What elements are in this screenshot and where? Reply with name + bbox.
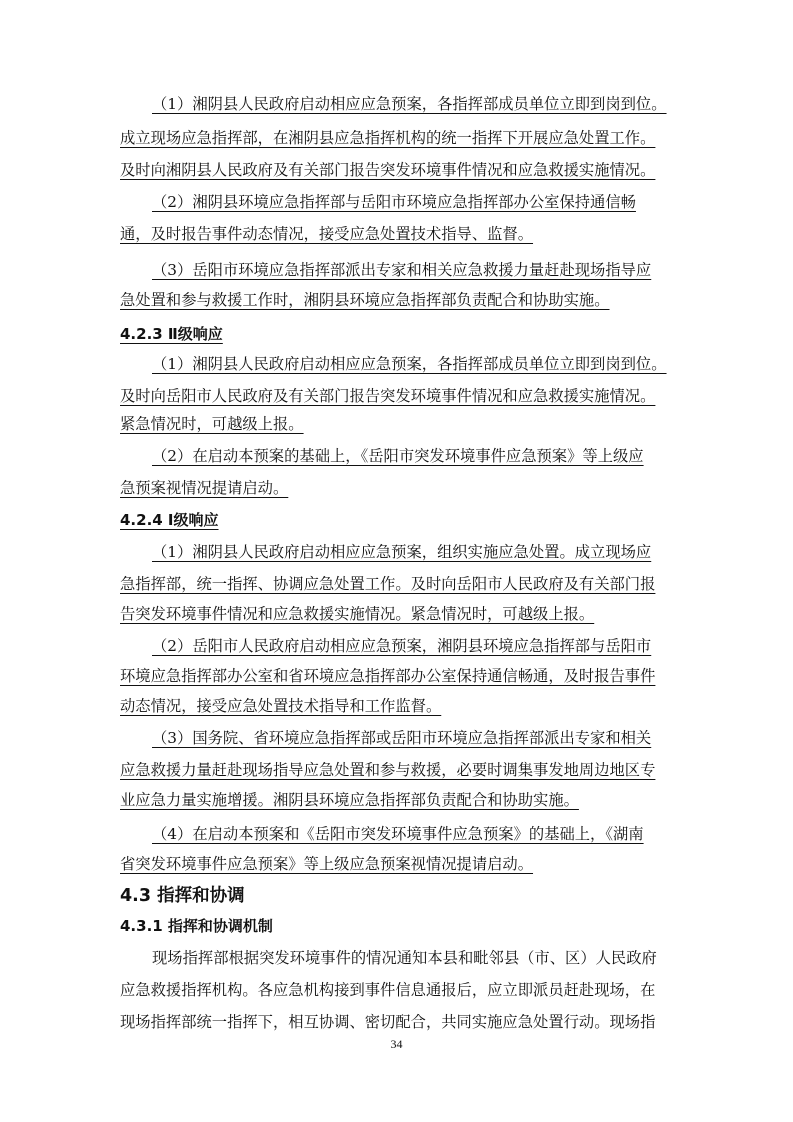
text-span: （1）湘阴县人民政府启动相应应急预案，各指挥部成员单位立即到岗到位。 (152, 355, 667, 373)
text-line (120, 602, 680, 626)
text-line (152, 92, 680, 116)
text-line (152, 822, 680, 846)
text-line (120, 852, 680, 876)
text-span: 应急救援指挥机构。各应急机构接到事件信息通报后，应立即派员赶赴现场，在 (120, 981, 656, 999)
text-line (120, 476, 680, 500)
section-heading (120, 508, 680, 532)
text-line (152, 726, 680, 750)
text-span: 4.3.1 指挥和协调机制 (120, 917, 273, 935)
text-span: 现场指挥部统一指挥下，相互协调、密切配合，共同实施应急处置行动。现场指 (120, 1013, 656, 1031)
text-line (120, 978, 680, 1002)
text-span: （2）湘阴县环境应急指挥部与岳阳市环境应急指挥部办公室保持通信畅 (152, 193, 636, 211)
text-line (120, 694, 680, 718)
text-line (120, 788, 680, 812)
text-span: 省突发环境事件应急预案》等上级应急预案视情况提请启动。 (120, 855, 534, 873)
text-span: 4.3 指挥和协调 (120, 886, 245, 906)
text-span: 紧急情况时，可越级上报。 (120, 415, 304, 433)
text-span: 告突发环境事件情况和应急救援实施情况。紧急情况时，可越级上报。 (120, 605, 595, 623)
text-line (152, 444, 680, 468)
text-line (120, 126, 680, 150)
text-line (120, 1010, 680, 1034)
section-heading (120, 914, 680, 938)
text-span: 成立现场应急指挥部，在湘阴县应急指挥机构的统一指挥下开展应急处置工作。 (120, 129, 656, 147)
text-span: 4.2.4 Ⅰ级响应 (120, 511, 219, 529)
text-line (120, 384, 680, 408)
section-heading (120, 884, 680, 908)
text-span: 急预案视情况提请启动。 (120, 479, 289, 497)
page-number: 34 (390, 1037, 403, 1051)
text-span: （3）国务院、省环境应急指挥部或岳阳市环境应急指挥部派出专家和相关 (152, 729, 652, 747)
text-line (152, 946, 680, 970)
text-span: 业应急力量实施增援。湘阴县环境应急指挥部负责配合和协助实施。 (120, 791, 579, 809)
text-line (120, 412, 680, 436)
text-span: （2）在启动本预案的基础上，《岳阳市突发环境事件应急预案》等上级应 (152, 447, 644, 465)
text-span: 动态情况，接受应急处置技术指导和工作监督。 (120, 697, 442, 715)
text-line (120, 758, 680, 782)
text-span: 应急救援力量赶赴现场指导应急处置和参与救援，必要时调集事发地周边地区专 (120, 761, 656, 779)
text-span: 及时向湘阴县人民政府及有关部门报告突发环境事件情况和应急救援实施情况。 (120, 161, 656, 179)
text-span: 通，及时报告事件动态情况，接受应急处置技术指导、监督。 (120, 225, 534, 243)
text-line (152, 190, 680, 214)
section-heading (120, 322, 680, 346)
text-span: （3）岳阳市环境应急指挥部派出专家和相关应急救援力量赶赴现场指导应 (152, 261, 652, 279)
text-span: （1）湘阴县人民政府启动相应应急预案，组织实施应急处置。成立现场应 (152, 543, 652, 561)
text-span: 4.2.3 Ⅱ级响应 (120, 325, 223, 343)
text-span: 及时向岳阳市人民政府及有关部门报告突发环境事件情况和应急救援实施情况。 (120, 387, 656, 405)
text-line (120, 664, 680, 688)
text-line (152, 352, 680, 376)
text-span: 环境应急指挥部办公室和省环境应急指挥部办公室保持通信畅通，及时报告事件 (120, 667, 656, 685)
text-line (152, 258, 680, 282)
text-line (120, 572, 680, 596)
text-span: （1）湘阴县人民政府启动相应应急预案，各指挥部成员单位立即到岗到位。 (152, 95, 667, 113)
text-line (152, 634, 680, 658)
text-span: 急指挥部，统一指挥、协调应急处置工作。及时向岳阳市人民政府及有关部门报 (120, 575, 656, 593)
text-line (120, 288, 680, 312)
text-span: （4）在启动本预案和《岳阳市突发环境事件应急预案》的基础上，《湖南 (152, 825, 644, 843)
text-span: 急处置和参与救援工作时，湘阴县环境应急指挥部负责配合和协助实施。 (120, 291, 610, 309)
text-line (120, 222, 680, 246)
text-line (152, 540, 680, 564)
text-line (120, 158, 680, 182)
text-span: （2）岳阳市人民政府启动相应应急预案，湘阴县环境应急指挥部与岳阳市 (152, 637, 652, 655)
text-span: 现场指挥部根据突发环境事件的情况通知本县和毗邻县（市、区）人民政府 (152, 949, 657, 967)
